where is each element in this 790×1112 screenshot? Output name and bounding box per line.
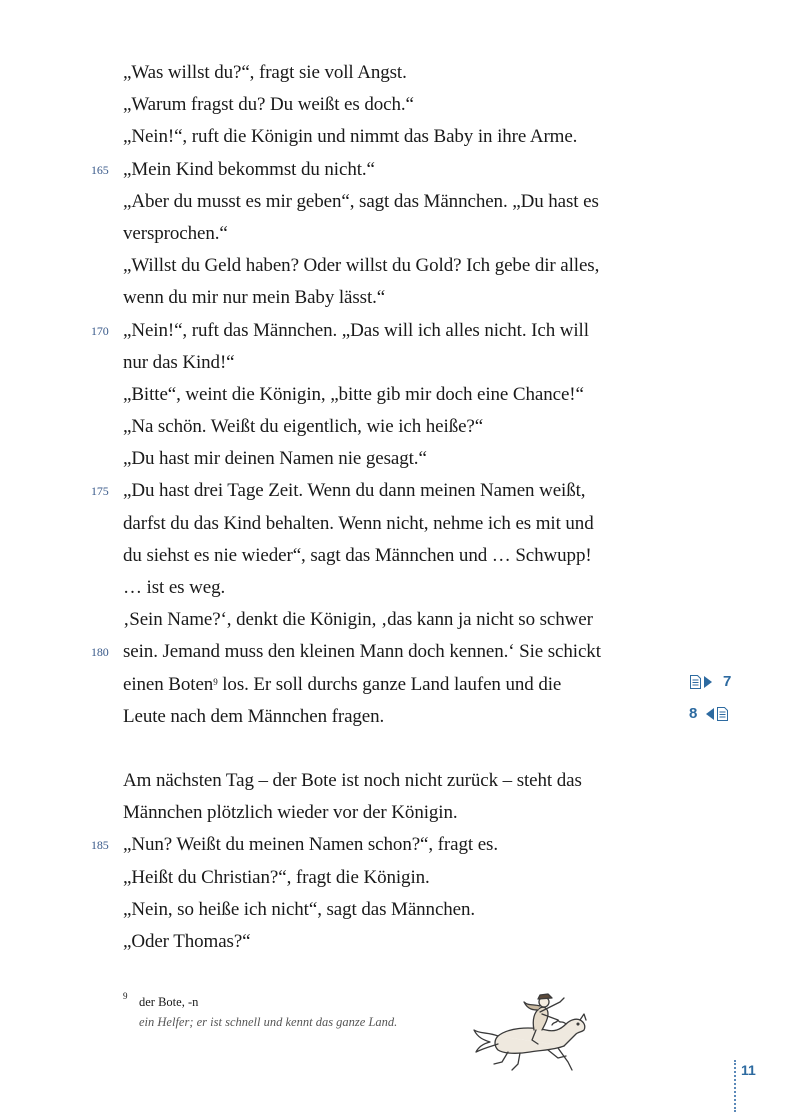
footnote-number: 9: [123, 991, 128, 1001]
text-line: „Willst du Geld haben? Oder willst du Gold? Ich gebe dir alles,: [123, 255, 600, 277]
text-line: „Was willst du?“, fragt sie voll Angst.: [123, 62, 407, 83]
line-number: 185: [91, 838, 109, 853]
track-number: 8: [689, 705, 698, 722]
text-line: „Du hast mir deinen Namen nie gesagt.“: [123, 448, 427, 470]
text-line: „Nein!“, ruft die Königin und nimmt das Baby in ihre Arme.: [123, 126, 578, 148]
text-line: 165 „Mein Kind bekommst du nicht.“: [123, 154, 663, 186]
text-line: du siehst es nie wieder“, sagt das Männchen und … Schwupp!: [123, 544, 592, 566]
text-line: „Aber du musst es mir geben“, sagt das Männchen. „Du hast es: [123, 190, 599, 212]
footnote-term: der Bote, -n: [139, 995, 199, 1009]
story-text: [91, 57, 663, 958]
footnote-definition: ein Helfer; er ist schnell und kennt das ganze Land.: [139, 1015, 398, 1029]
text-line: Am nächsten Tag – der Bote ist noch nicht zurück – steht das: [123, 769, 582, 791]
text-line: 170 „Nein!“, ruft das Männchen. „Das will ich alles nicht. Ich will: [123, 315, 663, 347]
text-line: … ist es weg.: [123, 577, 226, 598]
text-line: 175 „Du hast drei Tage Zeit. Wenn du dann meinen Namen weißt,: [123, 475, 663, 507]
text-line: „Nein, so heiße ich nicht“, sagt das Männchen.: [123, 898, 476, 920]
line-number: 180: [91, 645, 109, 660]
document-icon: [717, 707, 728, 721]
text-line: „Warum fragst du? Du weißt es doch.“: [123, 94, 414, 116]
track-marker-back[interactable]: [689, 705, 728, 722]
play-left-icon: [706, 708, 714, 720]
text-line: „Heißt du Christian?“, fragt die Königin.: [123, 866, 430, 888]
footnote-reference: 9: [213, 676, 218, 687]
messenger-horse-illustration: [468, 990, 600, 1078]
text-line: wenn du mir nur mein Baby lässt.“: [123, 287, 386, 309]
text-line: Männchen plötzlich wieder vor der Königin.: [123, 802, 458, 824]
line-number: 165: [91, 162, 109, 177]
line-number: 175: [91, 484, 109, 499]
page-margin-rule: [734, 1060, 736, 1112]
play-right-icon: [704, 676, 712, 688]
text-line: einen Boten$^9$ los. Er soll durchs ganze Land laufen und die: [123, 673, 562, 695]
paragraph-gap: [123, 733, 663, 765]
line-number: 170: [91, 323, 109, 338]
track-number: 7: [723, 673, 732, 690]
text-line: 180 sein. Jemand muss den kleinen Mann doch kennen.‘ Sie schickt: [123, 636, 663, 668]
text-line: „Oder Thomas?“: [123, 930, 251, 952]
track-marker-forward[interactable]: [690, 673, 731, 690]
text-line: ‚Sein Name?‘, denkt die Königin, ‚das kann ja nicht so schwer: [123, 609, 593, 631]
page-number: 11: [741, 1062, 756, 1078]
text-line: nur das Kind!“: [123, 351, 235, 373]
text-line: versprochen.“: [123, 222, 228, 244]
text-line: darfst du das Kind behalten. Wenn nicht, nehme ich es mit und: [123, 512, 594, 534]
text-line: „Na schön. Weißt du eigentlich, wie ich heiße?“: [123, 416, 484, 438]
text-line: Leute nach dem Männchen fragen.: [123, 705, 385, 727]
text-line: 185 „Nun? Weißt du meinen Namen schon?“, fragt es.: [123, 829, 663, 861]
document-icon: [690, 675, 701, 689]
text-line: „Bitte“, weint die Königin, „bitte gib mir doch eine Chance!“: [123, 383, 584, 405]
